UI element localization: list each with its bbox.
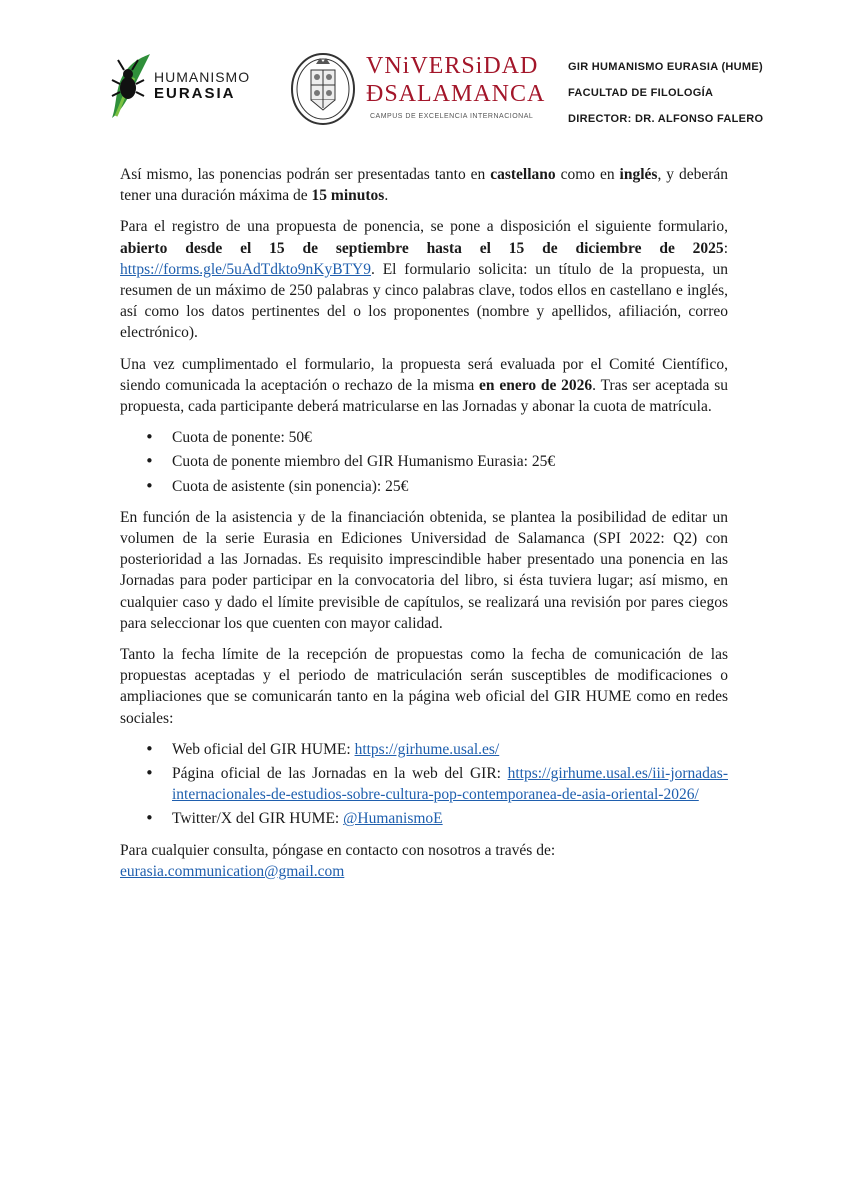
paragraph-contact bbox=[120, 840, 728, 882]
text: . Tras ser aceptada su propuesta, cada participante deberá matricularse en las Jornadas y abonar la cuota de matrícula. bbox=[120, 376, 729, 416]
text: como en bbox=[555, 166, 620, 183]
usal-tagline: CAMPUS DE EXCELENCIA INTERNACIONAL bbox=[370, 113, 534, 120]
fee-list bbox=[120, 427, 728, 497]
paragraph-registration bbox=[120, 216, 728, 343]
usal-logo-line2: ÐSALAMANCA bbox=[366, 81, 546, 107]
beetle-icon bbox=[108, 52, 152, 122]
twitter-link[interactable]: @HumanismoE bbox=[343, 810, 443, 828]
text: . bbox=[384, 187, 389, 205]
faculty-name: FACULTAD DE FILOLOGÍA bbox=[568, 87, 714, 99]
university-seal-icon bbox=[290, 52, 356, 126]
header-info bbox=[568, 54, 763, 132]
paragraph-publication: En función de la asistencia y de la financiación obtenida, se plantea la posibilidad de editar un volumen de la serie Eurasia en Ediciones Universidad de Salamanca (SPI 2022: Q2) con posterioridad a las Jornadas. Es requisito imprescindible haber presentado una ponencia en las Jornadas para poder participar en la convocatoria del libro, si ésta tuviera lugar; así mismo, en cualquier caso y dado el límite previsible de capítulos, se realizará una revisión por pares ciegos para seleccionar los que cuenten con mayor calidad. bbox=[120, 508, 728, 632]
text: Una vez cumplimentado el formulario, la propuesta será evaluada por el Comité Científico, siendo comunicada la aceptación o rechazo de la misma bbox=[120, 355, 728, 394]
text: . El formulario solicita: un título de la propuesta, un resumen de un máximo de 250 palabras y cinco palabras clave, todos ellos en castellano e inglés, así como los datos pertinentes del o los proponentes (nombre y apellidos, afiliación, correo electrónico). bbox=[120, 260, 728, 342]
page-header bbox=[0, 0, 849, 140]
link-label: Página oficial de las Jornadas en la web del GIR: bbox=[172, 765, 508, 783]
document-body bbox=[120, 164, 728, 892]
usal-logo-line1: VNiVERSiDAD bbox=[366, 53, 539, 79]
list-item bbox=[172, 763, 728, 805]
form-link[interactable]: https://forms.gle/5uAdTdkto9nKyBTY9 bbox=[120, 260, 372, 278]
website-link[interactable]: https://girhume.usal.es/ bbox=[354, 740, 500, 758]
jornadas-link[interactable]: https://girhume.usal.es/iii-jornadas-internacionales-de-estudios-sobre-cultura-pop-contemporanea-de-asia-oriental-2026/ bbox=[172, 765, 728, 804]
text: Así mismo, las ponencias podrán ser presentadas tanto en bbox=[120, 166, 491, 183]
paragraph-modifications: Tanto la fecha límite de la recepción de propuestas como la fecha de comunicación de las propuestas aceptadas y el periodo de matriculación serán susceptibles de modificaciones o ampliaciones que se comunicarán tanto en la página web oficial del GIR HUME como en redes sociales: bbox=[120, 646, 728, 727]
text: : bbox=[723, 239, 728, 257]
emphasis: 15 minutos bbox=[311, 187, 385, 205]
text: Para cualquier consulta, póngase en contacto con nosotros a través de: bbox=[120, 841, 556, 859]
list-item: • Cuota de ponente: 50€ bbox=[172, 427, 728, 448]
list-item: • Cuota de asistente (sin ponencia): 25€ bbox=[172, 476, 728, 497]
emphasis: inglés bbox=[619, 166, 658, 183]
list-item bbox=[172, 739, 728, 760]
paragraph-language-duration bbox=[120, 164, 728, 206]
text: , y deberán tener una duración máxima de bbox=[120, 166, 728, 205]
universidad-salamanca-logo bbox=[290, 50, 546, 130]
emphasis: abierto desde el 15 de septiembre hasta el 15 de diciembre de 2025 bbox=[120, 239, 724, 257]
emphasis: en enero de 2026 bbox=[479, 376, 593, 394]
list-item bbox=[172, 808, 728, 829]
paragraph-evaluation bbox=[120, 354, 728, 418]
hume-logo-line2: EURASIA bbox=[154, 85, 236, 102]
text: Para el registro de una propuesta de ponencia, se pone a disposición el siguiente formulario, bbox=[120, 218, 728, 236]
emphasis: castellano bbox=[490, 166, 556, 183]
link-label: Web oficial del GIR HUME: bbox=[172, 740, 355, 758]
links-list bbox=[120, 739, 728, 830]
group-name: GIR HUMANISMO EURASIA (HUME) bbox=[568, 61, 763, 73]
director-name: DIRECTOR: DR. ALFONSO FALERO bbox=[568, 113, 764, 125]
list-item: • Cuota de ponente miembro del GIR Humanismo Eurasia: 25€ bbox=[172, 451, 728, 472]
link-label: Twitter/X del GIR HUME: bbox=[172, 810, 344, 828]
email-link[interactable]: eurasia.communication@gmail.com bbox=[120, 862, 345, 880]
humanismo-eurasia-logo bbox=[108, 52, 268, 122]
hume-logo-line1: HUMANISMO bbox=[154, 69, 251, 85]
